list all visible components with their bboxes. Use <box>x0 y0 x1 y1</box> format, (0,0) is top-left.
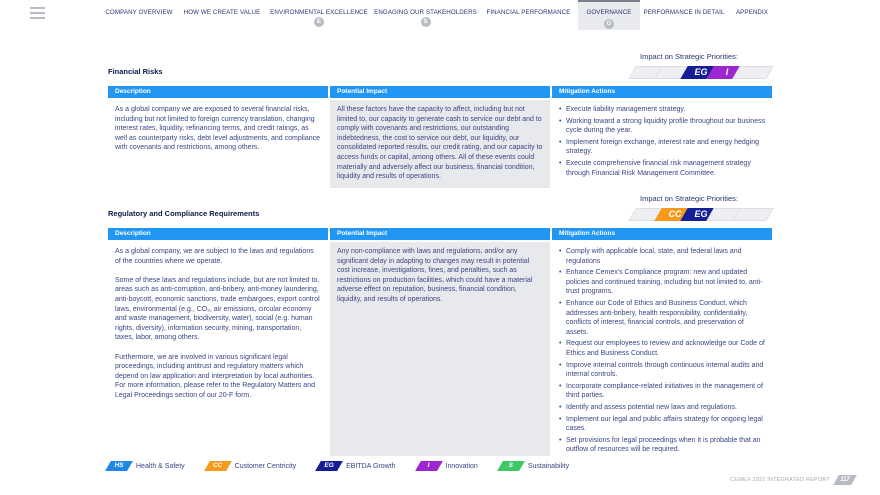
governance-badge-icon: G <box>604 19 614 29</box>
financial-risks-title: Financial Risks <box>108 67 163 76</box>
list-item: • Implement our legal and public affairs strategy for ongoing legal cases. <box>558 415 766 434</box>
impact-tags: CC EG <box>632 208 772 221</box>
col-description-header: Description <box>108 86 328 98</box>
i-tag: I <box>418 461 440 471</box>
financial-mitigation <box>552 100 772 185</box>
list-item: • Execute comprehensive financial risk management strategy through Financial Risk Management Committee. <box>558 159 766 178</box>
menu-icon[interactable] <box>30 7 45 22</box>
nav-how-we-create-value[interactable]: HOW WE CREATE VALUE <box>183 9 261 16</box>
nav-engaging-stakeholders[interactable]: ENGAGING OUR STAKEHOLDERS S <box>374 9 477 25</box>
regulatory-impact: Any non-compliance with laws and regulations, and/or any significant delay in adapting to changes may result in potential cost increase, investigations, fines, and penalties, such as restrictions on production facilities, which could have a material adverse effect on reputation, business, financial condition, liquidity, and results of operations. <box>330 242 550 456</box>
col-mitigation-header: Mitigation Actions <box>552 228 772 240</box>
regulatory-mitigation <box>552 242 772 462</box>
list-item: • Incorporate compliance-related initiatives in the management of third parties. <box>558 382 766 401</box>
s-tag: S <box>500 461 522 471</box>
nav-appendix[interactable]: APPENDIX <box>735 9 769 16</box>
legend-item-s: S Sustainability <box>500 461 569 471</box>
financial-description: As a global company we are exposed to several financial risks, including but not limited to foreign currency translation, changing interest rates, liquidity, refinancing terms, and credit ratings, as well as counterparty risks, debt level adjustments, and compliance with covenants and restrictions, among others. <box>115 106 321 152</box>
list-item: • Enhance Cemex's Compliance program: new and updated policies and continued training, including but not limited to, anti-trust programs. <box>558 268 766 297</box>
financial-impact: All these factors have the capacity to affect, including but not limited to, our capacity to generate cash to service our debt and to comply with covenants and restrictions, our outstanding indebtedness, the cost to service our debt, our liquidity, our consolidated reported results, our credit rating, and our capacity to access funds or capital, among others. All of these events could materially and adversely affect our business, financial condition, liquidity and results of operations. <box>330 100 550 188</box>
hs-tag: HS <box>108 461 130 471</box>
list-item: • Request our employees to review and acknowledge our Code of Ethics and Business Conduct. <box>558 339 766 358</box>
impact-label: Impact on Strategic Priorities: <box>640 194 738 203</box>
cc-tag: CC <box>207 461 229 471</box>
col-mitigation-header: Mitigation Actions <box>552 86 772 98</box>
list-item: • Comply with applicable local, state, and federal laws and regulations <box>558 247 766 266</box>
legend-item-i: I Innovation <box>418 461 478 471</box>
social-badge-icon: S <box>421 17 431 27</box>
page-number: 117 <box>836 475 854 485</box>
nav-financial-performance[interactable]: FINANCIAL PERFORMANCE <box>486 9 571 16</box>
list-item: • Enhance our Code of Ethics and Business Conduct, which addresses anti-bribery, health responsibility, confidentiality, conflicts of interest, financial controls, and preservation of assets. <box>558 299 766 337</box>
col-impact-header: Potential Impact <box>330 228 550 240</box>
environment-badge-icon: E <box>314 17 324 27</box>
list-item: • Improve internal controls through continuous internal audits and internal controls. <box>558 361 766 380</box>
list-item: • Execute liability management strategy. <box>558 105 766 115</box>
legend-item-cc: CC Customer Centricity <box>207 461 296 471</box>
legend-item-eg: EG EBITDA Growth <box>318 461 395 471</box>
impact-label: Impact on Strategic Priorities: <box>640 52 738 61</box>
eg-tag: EG <box>318 461 340 471</box>
nav-governance[interactable]: GOVERNANCE G <box>578 0 640 30</box>
regulatory-title: Regulatory and Compliance Requirements <box>108 209 260 218</box>
impact-tags: EG I <box>632 66 772 79</box>
legend-item-hs: HS Health & Safety <box>108 461 185 471</box>
col-impact-header: Potential Impact <box>330 86 550 98</box>
list-item: • Implement foreign exchange, interest rate and energy hedging strategy. <box>558 138 766 157</box>
list-item: • Working toward a strong liquidity profile throughout our business cycle during the year. <box>558 117 766 136</box>
top-nav <box>100 0 776 30</box>
report-title: CEMEX 2022 INTEGRATED REPORT <box>730 477 830 483</box>
regulatory-description: As a global company, we are subject to the laws and regulations of the countries where we operate. Some of these laws and regulations include, but are not limited to, areas such as anti-corruption, anti-bribery, anti-money laundering, anti-boycott, economic sanctions, trade embargoes, export control laws, environmental (e.g., CO₂, air emissions, circular economy and waste management, biodiversity, water), social (e.g. human rights, diversity), information security, mining, transportation, taxes, labor, among others. Furthermore, we are involved in various significant legal proceedings, including antitrust and regulatory matters which depend on law application and interpretation by local authorities. For more information, please refer to the Regulatory Matters and Legal Proceedings section of our 20-F form. <box>115 248 320 399</box>
col-description-header: Description <box>108 228 328 240</box>
list-item: • Set provisions for legal proceedings when it is probable that an outflow of resources will be required. <box>558 436 766 455</box>
list-item: • Identify and assess potential new laws and regulations. <box>558 403 766 413</box>
nav-performance-in-detail[interactable]: PERFORMANCE IN DETAIL <box>643 9 725 16</box>
nav-environmental-excellence[interactable]: ENVIRONMENTAL EXCELLENCE E <box>270 9 368 25</box>
priorities-legend <box>108 461 591 471</box>
nav-company-overview[interactable]: COMPANY OVERVIEW <box>105 9 173 16</box>
